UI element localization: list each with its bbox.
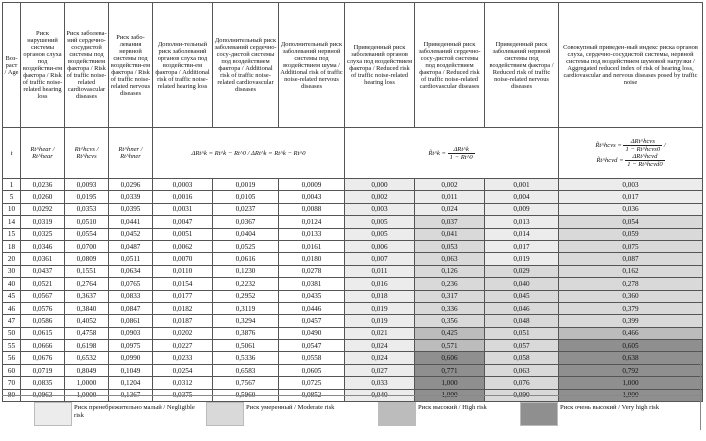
cell-additional-nervous: 0,0725 bbox=[279, 377, 345, 389]
cell-additional-nervous: 0,0009 bbox=[279, 179, 345, 191]
cell-additional-nervous: 0,0446 bbox=[279, 302, 345, 314]
cell-risk-nervous: 0,0487 bbox=[109, 240, 153, 252]
cell-additional-cardiovascular: 0,5336 bbox=[213, 352, 279, 364]
cell-risk-hearing: 0,0615 bbox=[21, 327, 65, 339]
cell-risk-cardiovascular: 0,1551 bbox=[65, 265, 109, 277]
cell-reduced-nervous: 0,051 bbox=[485, 327, 559, 339]
cell-additional-hearing: 0,0047 bbox=[153, 216, 213, 228]
formula-reduced-symbol: R̃t^k = bbox=[428, 149, 447, 157]
cell-risk-nervous: 0,1204 bbox=[109, 377, 153, 389]
legend-label-very-high: Риск очень высокий / Very high risk bbox=[560, 404, 660, 411]
formula-age: t bbox=[3, 128, 21, 179]
formula-aggregated bbox=[559, 128, 703, 179]
table-body bbox=[3, 179, 703, 402]
cell-additional-cardiovascular: 0,2232 bbox=[213, 278, 279, 290]
risk-legend bbox=[34, 402, 694, 428]
table-row bbox=[3, 240, 703, 252]
cell-aggregated-index: 0,036 bbox=[559, 203, 703, 215]
cell-reduced-hearing: 0,005 bbox=[345, 228, 415, 240]
cell-age: 45 bbox=[3, 290, 21, 302]
cell-risk-nervous: 0,0765 bbox=[109, 278, 153, 290]
cell-reduced-cardiovascular: 0,053 bbox=[415, 240, 485, 252]
formula-reduced-risk bbox=[345, 128, 559, 179]
cell-risk-hearing: 0,0666 bbox=[21, 340, 65, 352]
cell-reduced-cardiovascular: 0,356 bbox=[415, 315, 485, 327]
cell-risk-hearing: 0,0576 bbox=[21, 302, 65, 314]
table-row bbox=[3, 377, 703, 389]
cell-risk-cardiovascular: 0,0700 bbox=[65, 240, 109, 252]
cell-additional-cardiovascular: 0,0404 bbox=[213, 228, 279, 240]
cell-reduced-hearing: 0,002 bbox=[345, 191, 415, 203]
cell-additional-nervous: 0,0457 bbox=[279, 315, 345, 327]
cell-risk-nervous: 0,0833 bbox=[109, 290, 153, 302]
table-row bbox=[3, 340, 703, 352]
header-age: Воз-раст / Age bbox=[3, 3, 21, 128]
cell-age: 40 bbox=[3, 278, 21, 290]
cell-reduced-hearing: 0,003 bbox=[345, 203, 415, 215]
header-risk-nervous: Риск забо-левания нервной системы под воздействи-ем фактора / Risk of traffic noise-related nervous diseases bbox=[109, 3, 153, 128]
cell-risk-nervous: 0,0975 bbox=[109, 340, 153, 352]
cell-risk-cardiovascular: 0,0093 bbox=[65, 179, 109, 191]
cell-reduced-nervous: 0,058 bbox=[485, 352, 559, 364]
cell-reduced-cardiovascular: 1,000 bbox=[415, 377, 485, 389]
cell-additional-nervous: 0,0490 bbox=[279, 327, 345, 339]
cell-aggregated-index: 0,075 bbox=[559, 240, 703, 252]
cell-reduced-hearing: 0,027 bbox=[345, 364, 415, 376]
table-row bbox=[3, 253, 703, 265]
cell-additional-hearing: 0,0227 bbox=[153, 340, 213, 352]
cell-risk-nervous: 0,0847 bbox=[109, 302, 153, 314]
cell-reduced-nervous: 0,009 bbox=[485, 203, 559, 215]
table-row bbox=[3, 352, 703, 364]
table-row bbox=[3, 228, 703, 240]
cell-age: 10 bbox=[3, 203, 21, 215]
cell-risk-nervous: 0,1367 bbox=[109, 389, 153, 401]
cell-risk-cardiovascular: 1,0000 bbox=[65, 389, 109, 401]
cell-risk-hearing: 0,0236 bbox=[21, 179, 65, 191]
risk-table-container bbox=[2, 2, 702, 402]
header-additional-nervous: Дополнительный риск заболеваний нервной системы под воздействием шума / Additional risk of traffic noise-related nervous diseases bbox=[279, 3, 345, 128]
cell-age: 80 bbox=[3, 389, 21, 401]
cell-reduced-hearing: 0,024 bbox=[345, 352, 415, 364]
cell-risk-nervous: 0,0511 bbox=[109, 253, 153, 265]
cell-risk-nervous: 0,0395 bbox=[109, 203, 153, 215]
header-row bbox=[3, 3, 703, 128]
cell-risk-cardiovascular: 0,0195 bbox=[65, 191, 109, 203]
table-row bbox=[3, 203, 703, 215]
cell-additional-hearing: 0,0031 bbox=[153, 203, 213, 215]
cell-reduced-nervous: 0,001 bbox=[485, 179, 559, 191]
cell-additional-cardiovascular: 0,0237 bbox=[213, 203, 279, 215]
cell-risk-cardiovascular: 0,2764 bbox=[65, 278, 109, 290]
cell-additional-nervous: 0,0124 bbox=[279, 216, 345, 228]
cell-reduced-nervous: 0,090 bbox=[485, 389, 559, 401]
cell-additional-nervous: 0,0161 bbox=[279, 240, 345, 252]
cell-reduced-nervous: 0,057 bbox=[485, 340, 559, 352]
cell-additional-hearing: 0,0187 bbox=[153, 315, 213, 327]
cell-reduced-cardiovascular: 0,771 bbox=[415, 364, 485, 376]
cell-risk-hearing: 0,0521 bbox=[21, 278, 65, 290]
cell-reduced-cardiovascular: 0,571 bbox=[415, 340, 485, 352]
cell-aggregated-index: 0,638 bbox=[559, 352, 703, 364]
cell-additional-hearing: 0,0154 bbox=[153, 278, 213, 290]
formula-row bbox=[3, 128, 703, 179]
cell-additional-cardiovascular: 0,3876 bbox=[213, 327, 279, 339]
cell-additional-nervous: 0,0558 bbox=[279, 352, 345, 364]
cell-reduced-hearing: 0,005 bbox=[345, 216, 415, 228]
cell-aggregated-index: 0,059 bbox=[559, 228, 703, 240]
cell-additional-hearing: 0,0182 bbox=[153, 302, 213, 314]
cell-additional-hearing: 0,0070 bbox=[153, 253, 213, 265]
cell-additional-hearing: 0,0375 bbox=[153, 389, 213, 401]
cell-reduced-cardiovascular: 0,002 bbox=[415, 179, 485, 191]
cell-aggregated-index: 0,379 bbox=[559, 302, 703, 314]
cell-reduced-nervous: 0,063 bbox=[485, 364, 559, 376]
table-row bbox=[3, 327, 703, 339]
header-aggregated-index: Совокупный приведен-ный индекс риска органов слуха, сердечно-сосудистой системы, нервной системы под воздействием шумовой нагрузки / Aggregated reduced index of risk of hearing loss, cardiovascular and nervous diseases posed by traffic noise bbox=[559, 3, 703, 128]
cell-additional-cardiovascular: 0,5960 bbox=[213, 389, 279, 401]
table-row bbox=[3, 216, 703, 228]
cell-risk-cardiovascular: 0,0353 bbox=[65, 203, 109, 215]
cell-additional-hearing: 0,0003 bbox=[153, 179, 213, 191]
cell-risk-cardiovascular: 0,4758 bbox=[65, 327, 109, 339]
cell-reduced-cardiovascular: 0,126 bbox=[415, 265, 485, 277]
cell-additional-hearing: 0,0254 bbox=[153, 364, 213, 376]
cell-reduced-hearing: 0,016 bbox=[345, 278, 415, 290]
formula-aggregated-fraction2 bbox=[625, 153, 664, 168]
cell-reduced-cardiovascular: 0,011 bbox=[415, 191, 485, 203]
cell-additional-hearing: 0,0312 bbox=[153, 377, 213, 389]
formula-reduced-denominator: 1 − Rt^0 bbox=[449, 153, 473, 161]
cell-reduced-hearing: 0,000 bbox=[345, 179, 415, 191]
cell-reduced-nervous: 0,017 bbox=[485, 240, 559, 252]
cell-age: 1 bbox=[3, 179, 21, 191]
cell-reduced-hearing: 0,021 bbox=[345, 327, 415, 339]
header-reduced-nervous: Приведенный риск заболеваний нервной системы под воздействием фактора / Reduced risk of traffic noise-related nervous diseases bbox=[485, 3, 559, 128]
cell-additional-hearing: 0,0177 bbox=[153, 290, 213, 302]
legend-swatch-high bbox=[378, 402, 416, 426]
cell-additional-cardiovascular: 0,2952 bbox=[213, 290, 279, 302]
cell-reduced-nervous: 0,013 bbox=[485, 216, 559, 228]
cell-additional-hearing: 0,0110 bbox=[153, 265, 213, 277]
legend-label-high: Риск высокий / High risk bbox=[418, 404, 487, 411]
cell-risk-nervous: 0,0990 bbox=[109, 352, 153, 364]
cell-additional-nervous: 0,0852 bbox=[279, 389, 345, 401]
cell-additional-nervous: 0,0381 bbox=[279, 278, 345, 290]
header-additional-cardiovascular: Дополнительный риск заболеваний сердечно-сосу-дистой системы под воздействием фактора / Additional risk of traffic noise-related cardiovascular diseases bbox=[213, 3, 279, 128]
cell-reduced-hearing: 0,006 bbox=[345, 240, 415, 252]
formula-aggregated-symbol1: R̃t^hcvs = bbox=[595, 142, 622, 150]
cell-aggregated-index: 0,087 bbox=[559, 253, 703, 265]
risk-table bbox=[2, 2, 703, 402]
cell-risk-hearing: 0,0719 bbox=[21, 364, 65, 376]
table-row bbox=[3, 265, 703, 277]
cell-age: 60 bbox=[3, 364, 21, 376]
cell-additional-cardiovascular: 0,7567 bbox=[213, 377, 279, 389]
cell-aggregated-index: 0,003 bbox=[559, 179, 703, 191]
cell-additional-hearing: 0,0233 bbox=[153, 352, 213, 364]
table-row bbox=[3, 315, 703, 327]
cell-reduced-cardiovascular: 0,425 bbox=[415, 327, 485, 339]
cell-age: 70 bbox=[3, 377, 21, 389]
cell-age: 55 bbox=[3, 340, 21, 352]
cell-risk-hearing: 0,0260 bbox=[21, 191, 65, 203]
cell-additional-cardiovascular: 0,3294 bbox=[213, 315, 279, 327]
cell-reduced-cardiovascular: 0,041 bbox=[415, 228, 485, 240]
cell-aggregated-index: 0,162 bbox=[559, 265, 703, 277]
cell-age: 5 bbox=[3, 191, 21, 203]
cell-reduced-nervous: 0,045 bbox=[485, 290, 559, 302]
legend-label-moderate: Риск умеренный / Moderate risk bbox=[246, 404, 335, 411]
cell-risk-hearing: 0,0586 bbox=[21, 315, 65, 327]
cell-risk-hearing: 0,0361 bbox=[21, 253, 65, 265]
cell-reduced-cardiovascular: 0,236 bbox=[415, 278, 485, 290]
cell-risk-hearing: 0,0325 bbox=[21, 228, 65, 240]
table-row bbox=[3, 290, 703, 302]
formula-aggregated-den1: 1 − Rt^hcvs0 bbox=[625, 146, 661, 153]
cell-reduced-hearing: 0,018 bbox=[345, 290, 415, 302]
cell-age: 56 bbox=[3, 352, 21, 364]
cell-age: 47 bbox=[3, 315, 21, 327]
header-risk-hearing: Риск нарушений системы органов слуха под воздействи-ем фактора / Risk of traffic noise-related hearing loss bbox=[21, 3, 65, 128]
cell-risk-nervous: 0,0296 bbox=[109, 179, 153, 191]
cell-risk-cardiovascular: 0,6532 bbox=[65, 352, 109, 364]
cell-reduced-nervous: 0,040 bbox=[485, 278, 559, 290]
cell-risk-nervous: 0,1049 bbox=[109, 364, 153, 376]
cell-additional-cardiovascular: 0,0367 bbox=[213, 216, 279, 228]
cell-aggregated-index: 0,605 bbox=[559, 340, 703, 352]
cell-additional-cardiovascular: 0,5061 bbox=[213, 340, 279, 352]
footer-divider bbox=[2, 395, 700, 396]
cell-reduced-cardiovascular: 0,606 bbox=[415, 352, 485, 364]
cell-risk-hearing: 0,0567 bbox=[21, 290, 65, 302]
cell-risk-nervous: 0,0861 bbox=[109, 315, 153, 327]
table-row bbox=[3, 278, 703, 290]
cell-risk-nervous: 0,0441 bbox=[109, 216, 153, 228]
cell-additional-hearing: 0,0062 bbox=[153, 240, 213, 252]
cell-additional-hearing: 0,0202 bbox=[153, 327, 213, 339]
cell-risk-nervous: 0,0452 bbox=[109, 228, 153, 240]
cell-reduced-cardiovascular: 1,000 bbox=[415, 389, 485, 401]
cell-additional-nervous: 0,0088 bbox=[279, 203, 345, 215]
cell-reduced-nervous: 0,046 bbox=[485, 302, 559, 314]
cell-risk-hearing: 0,0346 bbox=[21, 240, 65, 252]
cell-aggregated-index: 0,278 bbox=[559, 278, 703, 290]
cell-risk-hearing: 0,0835 bbox=[21, 377, 65, 389]
formula-risk-cardiovascular: Rt^hcvs / Rt^hcvs bbox=[65, 128, 109, 179]
cell-aggregated-index: 0,466 bbox=[559, 327, 703, 339]
cell-reduced-cardiovascular: 0,063 bbox=[415, 253, 485, 265]
cell-additional-cardiovascular: 0,3119 bbox=[213, 302, 279, 314]
cell-age: 46 bbox=[3, 302, 21, 314]
cell-additional-nervous: 0,0278 bbox=[279, 265, 345, 277]
cell-risk-cardiovascular: 0,0554 bbox=[65, 228, 109, 240]
cell-aggregated-index: 0,399 bbox=[559, 315, 703, 327]
cell-risk-nervous: 0,0634 bbox=[109, 265, 153, 277]
cell-aggregated-index: 0,054 bbox=[559, 216, 703, 228]
cell-additional-nervous: 0,0043 bbox=[279, 191, 345, 203]
legend-label-negligible: Риск пренебрежительно малый / Negligible risk bbox=[74, 404, 195, 419]
cell-aggregated-index: 1,000 bbox=[559, 389, 703, 401]
cell-reduced-cardiovascular: 0,317 bbox=[415, 290, 485, 302]
cell-risk-nervous: 0,0903 bbox=[109, 327, 153, 339]
header-reduced-hearing: Приведенный риск заболеваний органов слуха под воздействием фактора / Reduced risk of traffic noise-related hearing loss bbox=[345, 3, 415, 128]
cell-risk-cardiovascular: 0,3840 bbox=[65, 302, 109, 314]
cell-risk-cardiovascular: 0,6198 bbox=[65, 340, 109, 352]
cell-reduced-nervous: 0,004 bbox=[485, 191, 559, 203]
cell-reduced-nervous: 0,014 bbox=[485, 228, 559, 240]
formula-aggregated-num1: ΔRt^hcvs bbox=[623, 138, 662, 146]
cell-risk-hearing: 0,0676 bbox=[21, 352, 65, 364]
cell-reduced-cardiovascular: 0,037 bbox=[415, 216, 485, 228]
cell-aggregated-index: 0,360 bbox=[559, 290, 703, 302]
formula-risk-hearing: Rt^hear / Rt^hear bbox=[21, 128, 65, 179]
cell-reduced-cardiovascular: 0,336 bbox=[415, 302, 485, 314]
page-edge-line bbox=[700, 360, 701, 430]
cell-reduced-hearing: 0,040 bbox=[345, 389, 415, 401]
formula-aggregated-separator: / bbox=[663, 142, 666, 150]
cell-reduced-nervous: 0,076 bbox=[485, 377, 559, 389]
formula-aggregated-num2: ΔRt^hcvd bbox=[625, 153, 664, 161]
cell-additional-nervous: 0,0133 bbox=[279, 228, 345, 240]
cell-reduced-nervous: 0,019 bbox=[485, 253, 559, 265]
cell-additional-cardiovascular: 0,0105 bbox=[213, 191, 279, 203]
cell-aggregated-index: 1,000 bbox=[559, 377, 703, 389]
cell-age: 20 bbox=[3, 253, 21, 265]
cell-reduced-hearing: 0,033 bbox=[345, 377, 415, 389]
cell-additional-cardiovascular: 0,0616 bbox=[213, 253, 279, 265]
cell-risk-cardiovascular: 0,4052 bbox=[65, 315, 109, 327]
cell-risk-cardiovascular: 1,0000 bbox=[65, 377, 109, 389]
cell-risk-cardiovascular: 0,8049 bbox=[65, 364, 109, 376]
table-row bbox=[3, 179, 703, 191]
cell-additional-nervous: 0,0435 bbox=[279, 290, 345, 302]
legend-swatch-moderate bbox=[206, 402, 244, 426]
header-additional-hearing: Дополни-тельный риск заболеваний органов слуха под воздействи-ем фактора / Additional risk of traffic noise-related hearing loss bbox=[153, 3, 213, 128]
legend-swatch-negligible bbox=[34, 402, 72, 426]
cell-risk-cardiovascular: 0,0510 bbox=[65, 216, 109, 228]
cell-additional-nervous: 0,0180 bbox=[279, 253, 345, 265]
formula-aggregated-line2 bbox=[560, 153, 701, 168]
formula-reduced-fraction bbox=[448, 146, 475, 161]
cell-additional-cardiovascular: 0,0525 bbox=[213, 240, 279, 252]
table-row bbox=[3, 302, 703, 314]
legend-swatch-very-high bbox=[520, 402, 558, 426]
cell-additional-hearing: 0,0051 bbox=[153, 228, 213, 240]
cell-additional-hearing: 0,0016 bbox=[153, 191, 213, 203]
cell-risk-cardiovascular: 0,0809 bbox=[65, 253, 109, 265]
table-row bbox=[3, 191, 703, 203]
formula-additional-risk: ΔRt^k = Rt^k − Rt^0 / ΔRt^k = Rt^k − Rt^0 bbox=[153, 128, 345, 179]
cell-reduced-hearing: 0,024 bbox=[345, 340, 415, 352]
cell-risk-cardiovascular: 0,3637 bbox=[65, 290, 109, 302]
cell-aggregated-index: 0,792 bbox=[559, 364, 703, 376]
cell-reduced-hearing: 0,019 bbox=[345, 315, 415, 327]
cell-reduced-nervous: 0,048 bbox=[485, 315, 559, 327]
formula-aggregated-symbol2: R̃t^hcvd = bbox=[596, 157, 624, 165]
cell-risk-hearing: 0,0963 bbox=[21, 389, 65, 401]
cell-reduced-hearing: 0,011 bbox=[345, 265, 415, 277]
cell-age: 50 bbox=[3, 327, 21, 339]
formula-risk-nervous: Rt^hner / Rt^hner bbox=[109, 128, 153, 179]
formula-aggregated-den2: 1 − Rt^hcvd0 bbox=[627, 161, 663, 168]
table-row bbox=[3, 364, 703, 376]
cell-risk-nervous: 0,0339 bbox=[109, 191, 153, 203]
cell-risk-hearing: 0,0319 bbox=[21, 216, 65, 228]
cell-risk-hearing: 0,0437 bbox=[21, 265, 65, 277]
cell-additional-cardiovascular: 0,1230 bbox=[213, 265, 279, 277]
cell-additional-cardiovascular: 0,0019 bbox=[213, 179, 279, 191]
formula-aggregated-fraction1 bbox=[623, 138, 662, 153]
cell-reduced-hearing: 0,007 bbox=[345, 253, 415, 265]
formula-aggregated-line1 bbox=[560, 138, 701, 153]
cell-age: 30 bbox=[3, 265, 21, 277]
cell-additional-nervous: 0,0605 bbox=[279, 364, 345, 376]
cell-reduced-hearing: 0,019 bbox=[345, 302, 415, 314]
formula-reduced-numerator: ΔRt^k bbox=[448, 146, 475, 154]
cell-risk-hearing: 0,0292 bbox=[21, 203, 65, 215]
cell-reduced-nervous: 0,029 bbox=[485, 265, 559, 277]
cell-age: 15 bbox=[3, 228, 21, 240]
cell-age: 14 bbox=[3, 216, 21, 228]
cell-additional-cardiovascular: 0,6583 bbox=[213, 364, 279, 376]
header-risk-cardiovascular: Риск заболева-ний сердечно-сосудистой системы под воздействием фактора / Risk of traffic noise-related cardiovascular diseases bbox=[65, 3, 109, 128]
cell-reduced-cardiovascular: 0,024 bbox=[415, 203, 485, 215]
cell-additional-nervous: 0,0547 bbox=[279, 340, 345, 352]
cell-aggregated-index: 0,017 bbox=[559, 191, 703, 203]
header-reduced-cardiovascular: Приведенный риск заболеваний сердечно-сосу-дистой системы под воздействием фактора / Reduced risk of traffic noise-related cardiovascular diseases bbox=[415, 3, 485, 128]
cell-age: 18 bbox=[3, 240, 21, 252]
